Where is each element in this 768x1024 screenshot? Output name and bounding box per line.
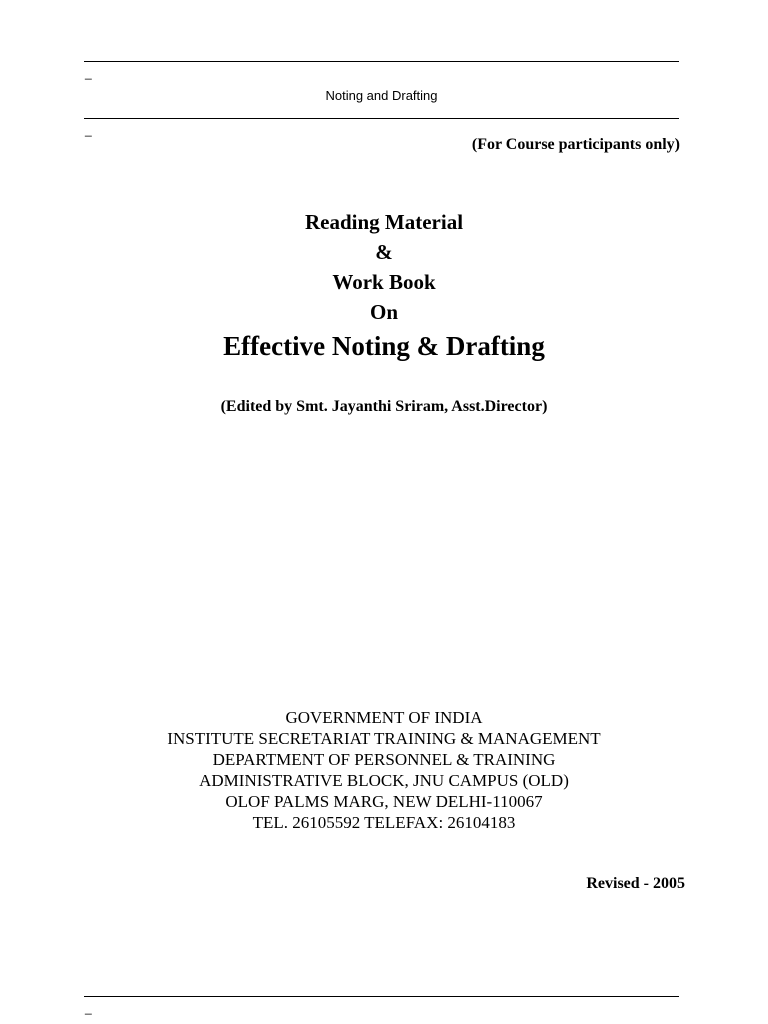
title-line-2: & bbox=[375, 240, 393, 264]
revision-note: Revised - 2005 bbox=[586, 875, 685, 892]
running-header: Noting and Drafting bbox=[325, 88, 438, 103]
bottom-rule bbox=[84, 996, 679, 997]
address-line: OLOF PALMS MARG, NEW DELHI-110067 bbox=[225, 792, 543, 811]
course-notice: (For Course participants only) bbox=[471, 136, 680, 153]
footer-dash: _ bbox=[85, 1001, 92, 1015]
title-line-3: Work Book bbox=[332, 270, 436, 294]
header-rule bbox=[84, 118, 679, 119]
header-dash-2: _ bbox=[85, 123, 92, 137]
header-dash-1: _ bbox=[85, 66, 92, 80]
document-title: Effective Noting & Drafting bbox=[223, 331, 545, 361]
top-rule bbox=[84, 61, 679, 62]
address-line: ADMINISTRATIVE BLOCK, JNU CAMPUS (OLD) bbox=[199, 771, 569, 790]
title-line-1: Reading Material bbox=[304, 210, 464, 234]
address-line: INSTITUTE SECRETARIAT TRAINING & MANAGEMENT bbox=[167, 729, 601, 748]
publisher-address bbox=[0, 707, 768, 833]
address-line: GOVERNMENT OF INDIA bbox=[285, 708, 483, 727]
address-line: TEL. 26105592 TELEFAX: 26104183 bbox=[252, 813, 516, 832]
editor-credit: (Edited by Smt. Jayanthi Sriram, Asst.Director) bbox=[220, 398, 548, 415]
title-block bbox=[0, 207, 768, 365]
title-line-4: On bbox=[369, 300, 398, 324]
address-line: DEPARTMENT OF PERSONNEL & TRAINING bbox=[212, 750, 556, 769]
